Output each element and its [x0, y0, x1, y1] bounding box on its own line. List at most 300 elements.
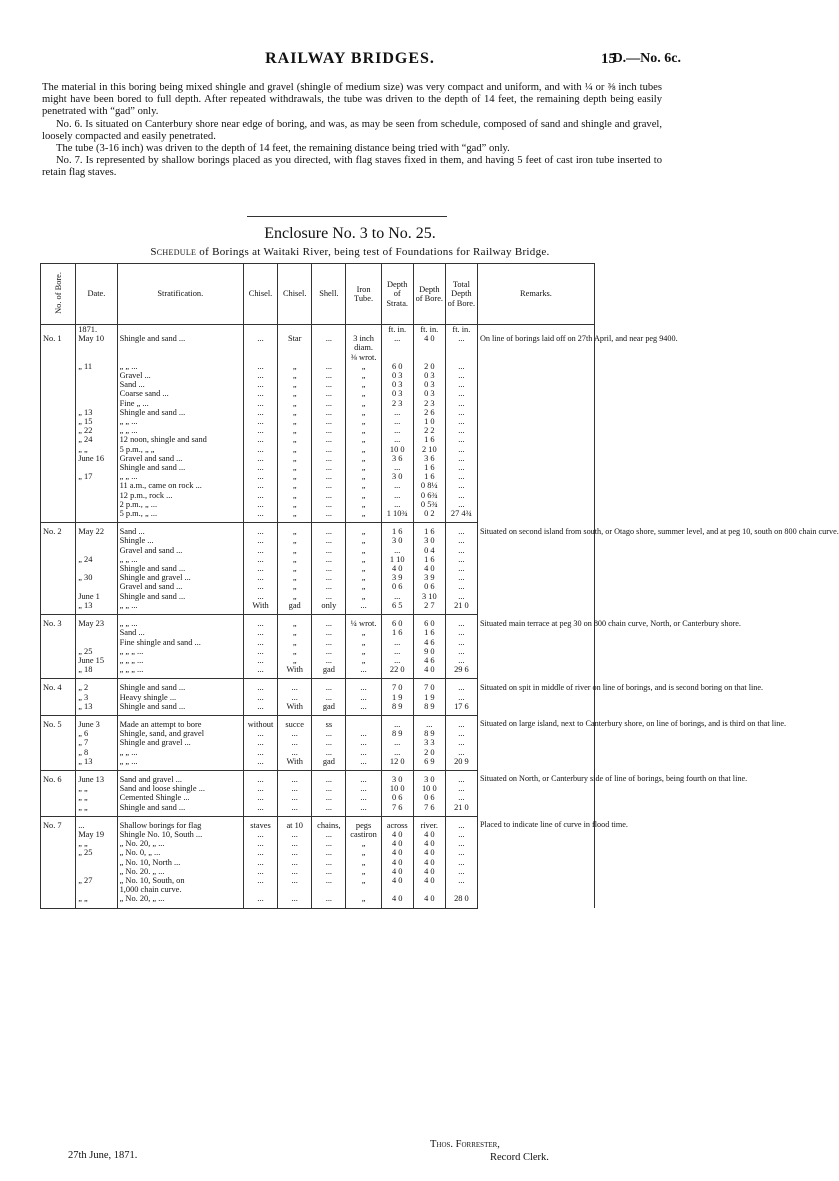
stratification-cell: Shingle and sand ...	[117, 463, 243, 472]
chisel-cell: ...	[278, 858, 312, 867]
iron-tube-cell: „	[346, 500, 381, 509]
total-depth-cell: ...	[445, 858, 477, 867]
depth-bore-cell: 0 6	[413, 793, 445, 802]
chisel-cell: „	[278, 573, 312, 582]
depth-strata-cell: 7 6	[381, 803, 413, 817]
chisel-cell: „	[278, 656, 312, 665]
shell-cell	[312, 325, 346, 335]
date-cell: „ 30	[76, 573, 117, 582]
stratification-cell: Shingle, sand, and gravel	[117, 729, 243, 738]
stratification-cell: 12 noon, shingle and sand	[117, 435, 243, 444]
shell-cell: gad	[312, 757, 346, 771]
depth-strata-cell: ...	[381, 546, 413, 555]
shell-cell: ...	[312, 770, 346, 784]
depth-bore-cell: 3 0	[413, 536, 445, 545]
depth-strata-cell: 4 0	[381, 564, 413, 573]
iron-tube-cell: ...	[346, 729, 381, 738]
date-cell	[76, 858, 117, 867]
iron-tube-cell: „	[346, 638, 381, 647]
header-total-depth: Total Depth of Bore.	[445, 264, 477, 325]
depth-strata-cell: ...	[381, 481, 413, 490]
no-of-bore-cell	[41, 343, 76, 352]
total-depth-cell: ...	[445, 876, 477, 885]
total-depth-cell: ...	[445, 738, 477, 747]
page-header	[0, 50, 700, 70]
no-of-bore-cell	[41, 362, 76, 371]
chisel-cell: „	[278, 638, 312, 647]
shell-cell: ...	[312, 334, 346, 343]
depth-strata-cell: ...	[381, 435, 413, 444]
depth-strata-cell: ...	[381, 426, 413, 435]
shell-cell: ...	[312, 454, 346, 463]
header-shell: Shell.	[312, 264, 346, 325]
shell-cell: ...	[312, 371, 346, 380]
depth-strata-cell: 6 0	[381, 615, 413, 629]
no-of-bore-cell	[41, 839, 76, 848]
no-of-bore-cell	[41, 399, 76, 408]
no-of-bore-cell	[41, 491, 76, 500]
table-row	[41, 523, 595, 537]
no-of-bore-cell	[41, 601, 76, 615]
total-depth-cell: ...	[445, 573, 477, 582]
chisel-cell: ...	[278, 679, 312, 693]
no-of-bore-cell: No. 4	[41, 679, 76, 693]
chisel-cell: „	[278, 472, 312, 481]
stratification-cell: 2 p.m., „ ...	[117, 500, 243, 509]
date-cell: „ 25	[76, 647, 117, 656]
stratification-cell: 12 p.m., rock ...	[117, 491, 243, 500]
depth-strata-cell	[381, 343, 413, 352]
depth-bore-cell: 8 9	[413, 702, 445, 716]
chisel-cell: ...	[243, 481, 277, 490]
depth-bore-cell: 2 0	[413, 362, 445, 371]
depth-bore-cell: 3 0	[413, 770, 445, 784]
date-cell	[76, 546, 117, 555]
stratification-cell: „ „ „ ...	[117, 656, 243, 665]
total-depth-cell: ...	[445, 592, 477, 601]
document-reference: D.—No. 6c.	[612, 51, 681, 66]
chisel-cell: „	[278, 445, 312, 454]
total-depth-cell: ...	[445, 371, 477, 380]
depth-bore-cell: 7 6	[413, 803, 445, 817]
iron-tube-cell: ...	[346, 770, 381, 784]
stratification-cell: Shingle and gravel ...	[117, 573, 243, 582]
remarks-cell: Situated on large island, next to Canterbury shore, on line of borings, and is third on that line.	[477, 715, 594, 770]
shell-cell: ...	[312, 472, 346, 481]
depth-strata-cell: ft. in.	[381, 325, 413, 335]
total-depth-cell: 17 6	[445, 702, 477, 716]
remarks-cell: Situated main terrace at peg 30 on 800 chain curve, North, or Canterbury shore.	[477, 615, 594, 679]
chisel-cell: ...	[243, 679, 277, 693]
table-row	[41, 615, 595, 629]
chisel-cell: ...	[243, 399, 277, 408]
chisel-cell	[278, 343, 312, 352]
total-depth-cell: ...	[445, 362, 477, 371]
shell-cell	[312, 885, 346, 894]
date-cell	[76, 638, 117, 647]
chisel-cell: ...	[278, 793, 312, 802]
iron-tube-cell: „	[346, 656, 381, 665]
chisel-cell: ...	[243, 523, 277, 537]
depth-bore-cell	[413, 885, 445, 894]
date-cell: May 19	[76, 830, 117, 839]
iron-tube-cell: „	[346, 481, 381, 490]
iron-tube-cell: „	[346, 417, 381, 426]
stratification-cell	[117, 343, 243, 352]
shell-cell: ...	[312, 656, 346, 665]
chisel-cell: „	[278, 582, 312, 591]
signature-block	[430, 1138, 549, 1164]
stratification-cell: Gravel and sand ...	[117, 454, 243, 463]
total-depth-cell: ...	[445, 481, 477, 490]
date-cell	[76, 353, 117, 362]
chisel-cell: ...	[243, 426, 277, 435]
no-of-bore-cell	[41, 426, 76, 435]
shell-cell: only	[312, 601, 346, 615]
stratification-cell	[117, 353, 243, 362]
no-of-bore-cell	[41, 582, 76, 591]
chisel-cell: „	[278, 647, 312, 656]
shell-cell: ...	[312, 426, 346, 435]
date-cell	[76, 582, 117, 591]
date-cell	[76, 380, 117, 389]
iron-tube-cell: „	[346, 628, 381, 637]
shell-cell: ...	[312, 693, 346, 702]
stratification-cell: „ No. 10, South, on	[117, 876, 243, 885]
stratification-cell: „ „ ...	[117, 757, 243, 771]
total-depth-cell: ...	[445, 839, 477, 848]
shell-cell: ...	[312, 536, 346, 545]
date-cell: „ 2	[76, 679, 117, 693]
shell-cell: ...	[312, 445, 346, 454]
date-cell	[76, 536, 117, 545]
iron-tube-cell: pegs	[346, 816, 381, 830]
stratification-cell: Heavy shingle ...	[117, 693, 243, 702]
total-depth-cell: ...	[445, 463, 477, 472]
depth-bore-cell: 1 6	[413, 628, 445, 637]
chisel-cell: ...	[243, 784, 277, 793]
chisel-cell: ...	[243, 500, 277, 509]
depth-bore-cell: 7 0	[413, 679, 445, 693]
chisel-cell: „	[278, 435, 312, 444]
stratification-cell: Shingle and gravel ...	[117, 738, 243, 747]
total-depth-cell: ...	[445, 564, 477, 573]
chisel-cell: „	[278, 546, 312, 555]
depth-strata-cell: ...	[381, 463, 413, 472]
chisel-cell: „	[278, 362, 312, 371]
chisel-cell: „	[278, 509, 312, 523]
chisel-cell	[278, 325, 312, 335]
stratification-cell: Coarse sand ...	[117, 389, 243, 398]
iron-tube-cell: „	[346, 389, 381, 398]
no-of-bore-cell	[41, 876, 76, 885]
header-depth-of-bore: Depth of Bore.	[413, 264, 445, 325]
depth-strata-cell: 3 0	[381, 472, 413, 481]
shell-cell: ...	[312, 573, 346, 582]
stratification-cell: Fine shingle and sand ...	[117, 638, 243, 647]
date-cell: „ 8	[76, 748, 117, 757]
shell-cell: ...	[312, 848, 346, 857]
remarks-cell: Situated on spit in middle of river on line of borings, and is second boring on that line.	[477, 679, 594, 716]
iron-tube-cell: „	[346, 445, 381, 454]
depth-bore-cell: 0 3	[413, 389, 445, 398]
depth-strata-cell: ...	[381, 656, 413, 665]
iron-tube-cell: ...	[346, 757, 381, 771]
date-cell: June 3	[76, 715, 117, 729]
paragraph: The tube (3-16 inch) was driven to the depth of 14 feet, the remaining distance being tried with “gad” only.	[56, 143, 510, 155]
no-of-bore-cell: No. 5	[41, 715, 76, 729]
chisel-cell: ...	[243, 803, 277, 817]
date-cell: „ „	[76, 793, 117, 802]
stratification-cell: Shingle and sand ...	[117, 334, 243, 343]
table-row	[41, 715, 595, 729]
stratification-cell: Sand ...	[117, 523, 243, 537]
paragraph: The material in this boring being mixed shingle and gravel (shingle of medium size) was very compact and uniform, and with ¼ or ⅜ inch tubes might have been bored to full depth. After repeated withdrawals, the tube was driven to the depth of 14 feet, the remaining depth being easily penetrated with “gad” only.	[42, 82, 662, 118]
depth-strata-cell: 4 0	[381, 848, 413, 857]
date-cell: „ „	[76, 445, 117, 454]
depth-bore-cell: 4 0	[413, 665, 445, 679]
stratification-cell: „ „ „ ...	[117, 665, 243, 679]
chisel-cell: ...	[243, 628, 277, 637]
no-of-bore-cell	[41, 784, 76, 793]
shell-cell: ...	[312, 592, 346, 601]
stratification-cell: Gravel and sand ...	[117, 582, 243, 591]
date-cell: „ „	[76, 784, 117, 793]
depth-bore-cell: ...	[413, 715, 445, 729]
chisel-cell: ...	[278, 748, 312, 757]
shell-cell: ...	[312, 491, 346, 500]
depth-strata-cell: 1 9	[381, 693, 413, 702]
stratification-cell: Gravel and sand ...	[117, 546, 243, 555]
depth-bore-cell: 1 9	[413, 693, 445, 702]
chisel-cell: ...	[243, 729, 277, 738]
no-of-bore-cell: No. 6	[41, 770, 76, 784]
date-cell: „ 13	[76, 757, 117, 771]
remarks-cell: Situated on North, or Canterbury side of line of borings, being fourth on that line.	[477, 770, 594, 816]
total-depth-cell: ...	[445, 816, 477, 830]
depth-strata-cell: ...	[381, 638, 413, 647]
total-depth-cell: ...	[445, 848, 477, 857]
total-depth-cell: ...	[445, 454, 477, 463]
chisel-cell	[278, 353, 312, 362]
total-depth-cell: ...	[445, 334, 477, 343]
iron-tube-cell: ...	[346, 702, 381, 716]
depth-strata-cell: 4 0	[381, 876, 413, 885]
chisel-cell: without	[243, 715, 277, 729]
iron-tube-cell	[346, 715, 381, 729]
date-cell	[76, 509, 117, 523]
remarks-cell: Situated on second island from south, or Otago shore, summer level, and at peg 10, south on 800 chain curve.	[477, 523, 594, 615]
depth-bore-cell: 4 0	[413, 867, 445, 876]
depth-bore-cell: 0 5¾	[413, 500, 445, 509]
iron-tube-cell: ...	[346, 784, 381, 793]
depth-strata-cell: 10 0	[381, 445, 413, 454]
chisel-cell: „	[278, 408, 312, 417]
depth-bore-cell: 1 0	[413, 417, 445, 426]
stratification-cell: Shingle and sand ...	[117, 592, 243, 601]
body-text	[42, 82, 662, 180]
no-of-bore-cell: No. 2	[41, 523, 76, 537]
shell-cell	[312, 343, 346, 352]
chisel-cell: ...	[243, 435, 277, 444]
date-cell: ...	[76, 816, 117, 830]
total-depth-cell: 21 0	[445, 803, 477, 817]
chisel-cell: „	[278, 628, 312, 637]
signatory-name: Thos. Forrester,	[430, 1139, 500, 1150]
shell-cell: ...	[312, 399, 346, 408]
table-header-row	[41, 264, 595, 325]
depth-bore-cell: 9 0	[413, 647, 445, 656]
depth-bore-cell: 4 0	[413, 876, 445, 885]
iron-tube-cell: „	[346, 848, 381, 857]
total-depth-cell: ...	[445, 491, 477, 500]
shell-cell: ...	[312, 628, 346, 637]
shell-cell: ...	[312, 729, 346, 738]
chisel-cell: With	[278, 702, 312, 716]
total-depth-cell: ...	[445, 426, 477, 435]
stratification-cell: Sand ...	[117, 380, 243, 389]
shell-cell: ...	[312, 738, 346, 747]
stratification-cell: „ „ ...	[117, 555, 243, 564]
schedule-text: of Borings at Waitaki River, being test of Foundations for Railway Bridge.	[199, 246, 550, 258]
depth-strata-cell: 8 9	[381, 702, 413, 716]
iron-tube-cell: castiron	[346, 830, 381, 839]
shell-cell: ...	[312, 638, 346, 647]
iron-tube-cell: „	[346, 867, 381, 876]
chisel-cell: „	[278, 564, 312, 573]
date-cell	[76, 867, 117, 876]
shell-cell: chains,	[312, 816, 346, 830]
no-of-bore-cell	[41, 702, 76, 716]
iron-tube-cell: „	[346, 380, 381, 389]
shell-cell: ...	[312, 435, 346, 444]
total-depth-cell: ...	[445, 867, 477, 876]
shell-cell: ...	[312, 389, 346, 398]
no-of-bore-cell	[41, 509, 76, 523]
depth-bore-cell: 4 0	[413, 858, 445, 867]
header-no-of-bore: No. of Bore.	[53, 271, 63, 314]
stratification-cell: 5 p.m., „ „	[117, 445, 243, 454]
iron-tube-cell: „	[346, 582, 381, 591]
chisel-cell: ...	[243, 693, 277, 702]
chisel-cell: ...	[243, 592, 277, 601]
depth-strata-cell: 6 0	[381, 362, 413, 371]
chisel-cell: ...	[243, 894, 277, 908]
stratification-cell: Shingle ...	[117, 536, 243, 545]
no-of-bore-cell	[41, 665, 76, 679]
no-of-bore-cell: No. 3	[41, 615, 76, 629]
stratification-cell: „ No. 0, „ ...	[117, 848, 243, 857]
chisel-cell: ...	[243, 555, 277, 564]
no-of-bore-cell	[41, 481, 76, 490]
chisel-cell: „	[278, 500, 312, 509]
date-cell: June 15	[76, 656, 117, 665]
chisel-cell: „	[278, 389, 312, 398]
depth-bore-cell: 2 3	[413, 399, 445, 408]
date-cell: June 1	[76, 592, 117, 601]
stratification-cell: Shallow borings for flag	[117, 816, 243, 830]
chisel-cell: ...	[243, 454, 277, 463]
remarks-cell	[477, 325, 594, 335]
total-depth-cell: 29 6	[445, 665, 477, 679]
stratification-cell: „ „ ...	[117, 362, 243, 371]
total-depth-cell: ...	[445, 417, 477, 426]
iron-tube-cell: „	[346, 463, 381, 472]
chisel-cell: ...	[243, 546, 277, 555]
chisel-cell: „	[278, 491, 312, 500]
chisel-cell: „	[278, 523, 312, 537]
shell-cell: ...	[312, 615, 346, 629]
chisel-cell: ...	[243, 389, 277, 398]
no-of-bore-cell	[41, 389, 76, 398]
stratification-cell: „ „ ...	[117, 472, 243, 481]
chisel-cell: „	[278, 555, 312, 564]
table-row	[41, 816, 595, 830]
iron-tube-cell	[346, 885, 381, 894]
chisel-cell: ...	[278, 876, 312, 885]
no-of-bore-cell	[41, 500, 76, 509]
iron-tube-cell: „	[346, 491, 381, 500]
chisel-cell: ...	[278, 770, 312, 784]
chisel-cell: „	[278, 481, 312, 490]
no-of-bore-cell	[41, 325, 76, 335]
iron-tube-cell: „	[346, 647, 381, 656]
chisel-cell: ...	[243, 536, 277, 545]
chisel-cell: succe	[278, 715, 312, 729]
no-of-bore-cell	[41, 417, 76, 426]
shell-cell: ...	[312, 803, 346, 817]
iron-tube-cell: „	[346, 472, 381, 481]
iron-tube-cell: „	[346, 839, 381, 848]
date-cell: „ 6	[76, 729, 117, 738]
chisel-cell: ...	[243, 463, 277, 472]
total-depth-cell: ...	[445, 830, 477, 839]
date-cell: „ „	[76, 839, 117, 848]
iron-tube-cell: „	[346, 454, 381, 463]
header-chisel: Chisel.	[278, 264, 312, 325]
depth-strata-cell: ...	[381, 647, 413, 656]
date-cell: „ 7	[76, 738, 117, 747]
total-depth-cell: ...	[445, 748, 477, 757]
chisel-cell: „	[278, 380, 312, 389]
total-depth-cell: ...	[445, 615, 477, 629]
date-cell: June 13	[76, 770, 117, 784]
total-depth-cell: ...	[445, 523, 477, 537]
no-of-bore-cell	[41, 472, 76, 481]
date-cell: „ 22	[76, 426, 117, 435]
paragraph: No. 7. Is represented by shallow borings placed as you directed, with flag staves fixed in them, and having 5 feet of cast iron tube inserted to retain flag staves.	[42, 155, 662, 179]
shell-cell	[312, 353, 346, 362]
stratification-cell: 5 p.m., „ ...	[117, 509, 243, 523]
total-depth-cell: ...	[445, 536, 477, 545]
no-of-bore-cell	[41, 555, 76, 564]
no-of-bore-cell	[41, 445, 76, 454]
chisel-cell: ...	[243, 509, 277, 523]
date-cell	[76, 399, 117, 408]
iron-tube-cell: ¼ wrot.	[346, 615, 381, 629]
stratification-cell: „ „ ...	[117, 417, 243, 426]
stratification-cell: „ „ ...	[117, 426, 243, 435]
total-depth-cell: ...	[445, 582, 477, 591]
table-row	[41, 325, 595, 335]
no-of-bore-cell	[41, 757, 76, 771]
table-row	[41, 770, 595, 784]
no-of-bore-cell	[41, 693, 76, 702]
depth-strata-cell: 1 6	[381, 628, 413, 637]
no-of-bore-cell	[41, 592, 76, 601]
iron-tube-cell: ...	[346, 665, 381, 679]
depth-bore-cell: 0 3	[413, 380, 445, 389]
